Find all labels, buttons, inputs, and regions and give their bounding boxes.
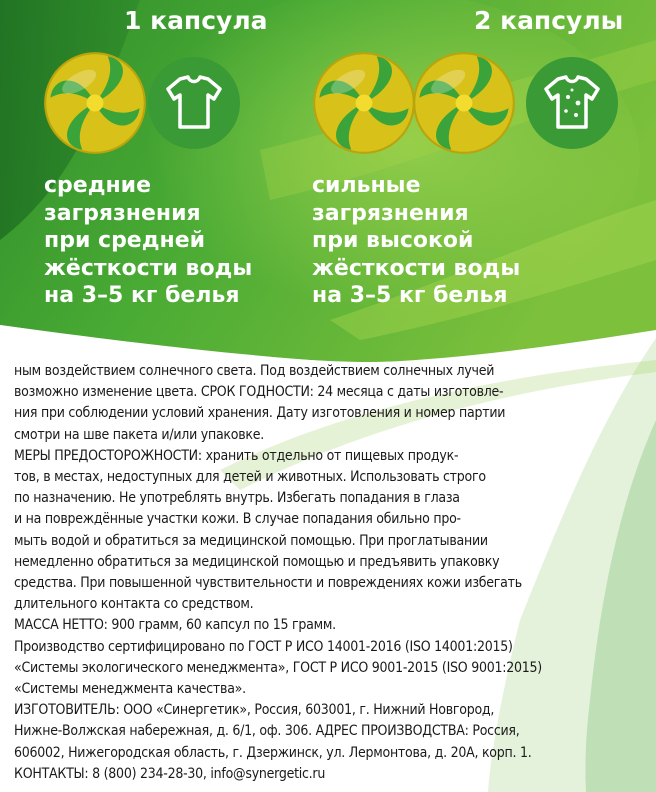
option-description bbox=[44, 172, 252, 310]
tshirt-clean-badge bbox=[148, 57, 240, 149]
description-line: на 3–5 кг белья bbox=[44, 283, 240, 308]
description-line: средние bbox=[44, 173, 152, 198]
info-line: возможно изменение цвета. СРОК ГОДНОСТИ: 24 месяца с даты изготовле- bbox=[14, 384, 504, 401]
description-line: сильные bbox=[312, 173, 421, 198]
info-line: КОНТАКТЫ: 8 (800) 234-28-30, info@synergetic.ru bbox=[14, 765, 326, 782]
info-line: тов, в местах, недоступных для детей и животных. Использовать строго bbox=[14, 469, 486, 486]
info-line: ИЗГОТОВИТЕЛЬ: ООО «Синергетик», Россия, 603001, г. Нижний Новгород, bbox=[14, 702, 495, 719]
description-line: при средней bbox=[44, 228, 206, 253]
info-line: мыть водой и обратиться за медицинской помощью. При проглатывании bbox=[14, 532, 488, 549]
info-line: смотри на шве пакета и/или упаковке. bbox=[14, 426, 265, 443]
info-line: МЕРЫ ПРЕДОСТОРОЖНОСТИ: хранить отдельно от пищевых продук- bbox=[14, 447, 459, 464]
description-line: загрязнения bbox=[44, 200, 201, 226]
capsule-icon bbox=[411, 50, 517, 156]
info-line: Нижне-Волжская набережная, д. 6/1, оф. 306. АДРЕС ПРОИЗВОДСТВА: Россия, bbox=[14, 723, 520, 740]
info-line: длительного контакта со средством. bbox=[14, 596, 254, 613]
capsule-count-label: 2 капсулы bbox=[474, 6, 624, 35]
description-line: жёсткости воды bbox=[44, 255, 253, 281]
info-line: ния при соблюдении условий хранения. Дату изготовления и номер партии bbox=[14, 405, 506, 422]
info-line: по назначению. Не употреблять внутрь. Избегать попадания в глаза bbox=[14, 490, 460, 507]
capsule-icon bbox=[42, 50, 148, 156]
tshirt-clean-icon bbox=[148, 57, 240, 149]
info-line: Производство сертифицировано по ГОСТ Р ИСО 14001-2016 (ISO 14001:2015) bbox=[14, 638, 513, 655]
info-line: МАССА НЕТТО: 900 грамм, 60 капсул по 15 грамм. bbox=[14, 617, 336, 634]
info-line: «Системы менеджмента качества». bbox=[14, 681, 246, 698]
info-line: 606002, Нижегородская область, г. Дзержинск, ул. Лермонтова, д. 20А, корп. 1. bbox=[14, 744, 532, 761]
description-line: на 3–5 кг белья bbox=[312, 283, 508, 308]
info-line: «Системы экологического менеджмента», ГОСТ Р ИСО 9001-2015 (ISO 9001:2015) bbox=[14, 659, 542, 676]
description-line: при высокой bbox=[312, 228, 474, 253]
product-info-text bbox=[14, 361, 620, 785]
option-description bbox=[312, 172, 520, 310]
capsule-count-label: 1 капсула bbox=[124, 6, 268, 35]
info-line: и на повреждённые участки кожи. В случае попадания обильно про- bbox=[14, 511, 461, 528]
description-line: загрязнения bbox=[312, 200, 469, 226]
tshirt-dirty-icon bbox=[526, 57, 618, 149]
info-line: средства. При повышенной чувствительности и повреждениях кожи избегать bbox=[14, 575, 522, 592]
tshirt-dirty-badge bbox=[526, 57, 618, 149]
capsule-icon bbox=[311, 50, 417, 156]
info-line: ным воздействием солнечного света. Под воздействием солнечных лучей bbox=[14, 363, 495, 379]
description-line: жёсткости воды bbox=[312, 255, 521, 281]
info-line: немедленно обратиться за медицинской помощью и предъявить упаковку bbox=[14, 553, 500, 570]
